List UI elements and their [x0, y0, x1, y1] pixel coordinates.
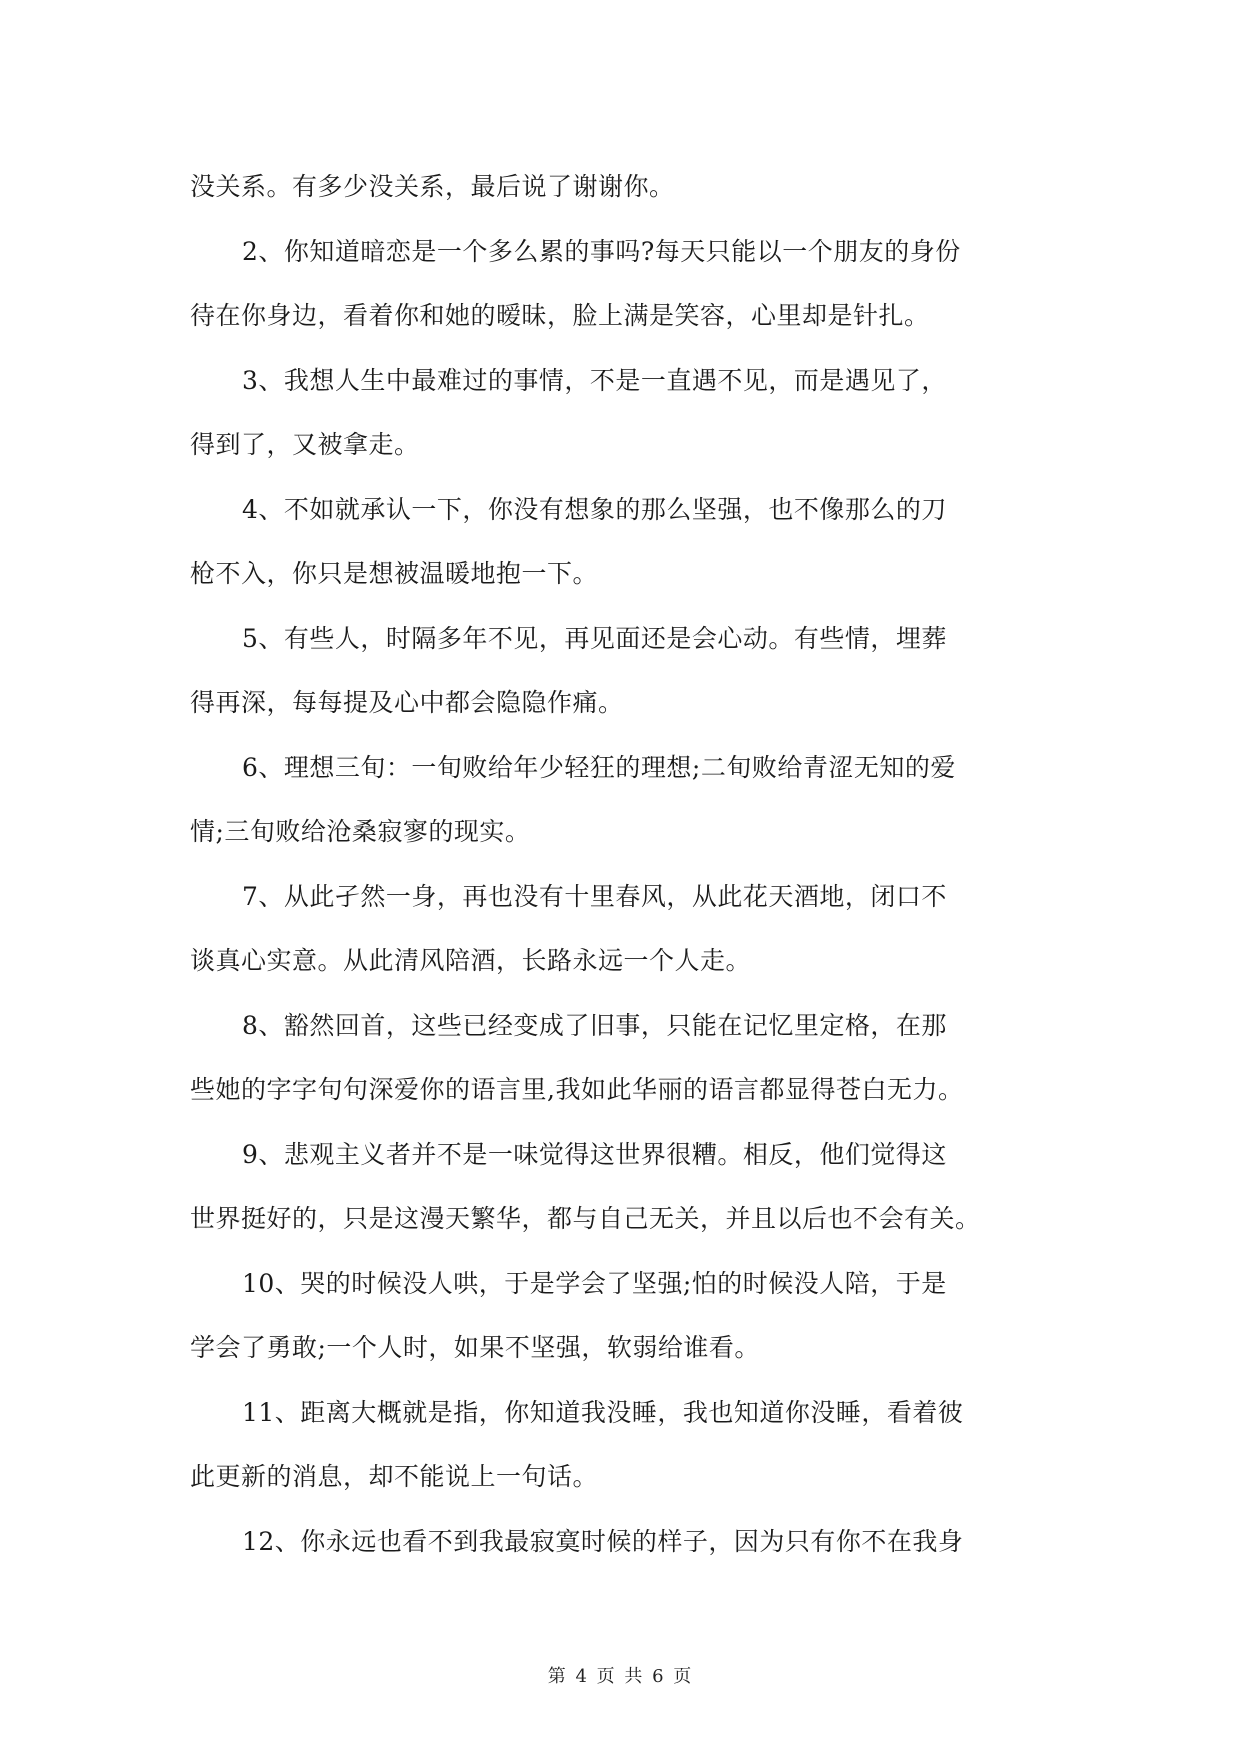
text-line: 枪不入，你只是想被温暖地抱一下。 — [190, 559, 599, 588]
text-line: 学会了勇敢;一个人时，如果不坚强，软弱给谁看。 — [190, 1333, 760, 1362]
text-line: 世界挺好的，只是这漫天繁华，都与自己无关，并且以后也不会有关。 — [190, 1204, 981, 1233]
text-line: 此更新的消息，却不能说上一句话。 — [190, 1462, 599, 1491]
text-line: 8、豁然回首，这些已经变成了旧事，只能在记忆里定格，在那 — [242, 1010, 947, 1040]
text-line: 些她的字字句句深爱你的语言里,我如此华丽的语言都显得苍白无力。 — [190, 1075, 964, 1104]
text-line: 11、距离大概就是指，你知道我没睡，我也知道你没睡，看着彼 — [242, 1397, 964, 1427]
text-line: 10、哭的时候没人哄，于是学会了坚强;怕的时候没人陪，于是 — [242, 1268, 947, 1298]
text-line: 得到了，又被拿走。 — [190, 430, 420, 459]
page-footer: 第 4 页 共 6 页 — [547, 1666, 694, 1687]
text-line: 9、悲观主义者并不是一味觉得这世界很糟。相反，他们觉得这 — [242, 1139, 947, 1169]
text-line: 5、有些人，时隔多年不见，再见面还是会心动。有些情，埋葬 — [242, 623, 947, 653]
text-line: 6、理想三旬：一旬败给年少轻狂的理想;二旬败给青涩无知的爱 — [242, 752, 956, 782]
text-line: 2、你知道暗恋是一个多么累的事吗?每天只能以一个朋友的身份 — [242, 236, 961, 266]
text-line: 待在你身边，看着你和她的暧昧，脸上满是笑容，心里却是针扎。 — [190, 301, 930, 330]
text-line: 4、不如就承认一下，你没有想象的那么坚强，也不像那么的刀 — [242, 494, 947, 524]
text-line: 7、从此孑然一身，再也没有十里春风，从此花天酒地，闭口不 — [242, 881, 947, 911]
text-line: 情;三旬败给沧桑寂寥的现实。 — [190, 817, 531, 846]
text-line: 谈真心实意。从此清风陪酒，长路永远一个人走。 — [190, 946, 752, 975]
text-line: 没关系。有多少没关系，最后说了谢谢你。 — [190, 172, 675, 201]
body-text — [190, 155, 1055, 1574]
text-line: 3、我想人生中最难过的事情，不是一直遇不见，而是遇见了， — [242, 365, 947, 395]
text-line: 12、你永远也看不到我最寂寞时候的样子，因为只有你不在我身 — [242, 1526, 964, 1556]
text-line: 得再深，每每提及心中都会隐隐作痛。 — [190, 688, 624, 717]
